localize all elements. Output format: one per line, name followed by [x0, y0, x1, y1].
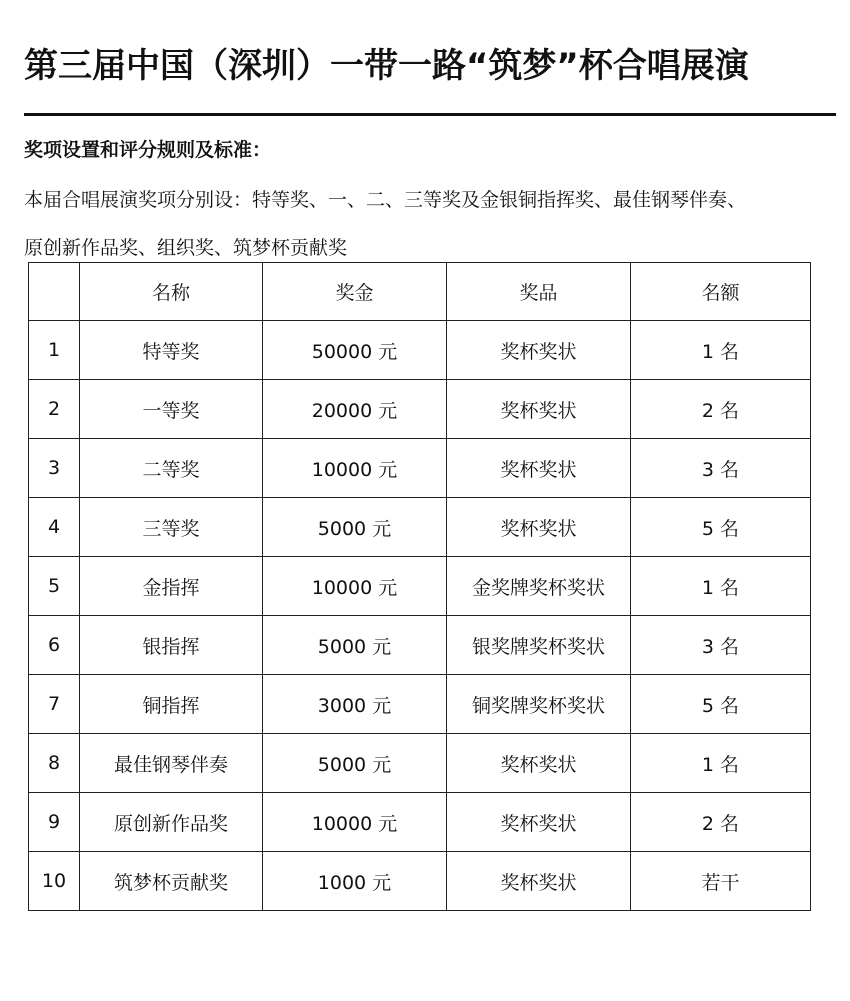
- table-row: [29, 675, 811, 734]
- cell-quota: 5 名: [631, 498, 811, 557]
- table-body: [29, 321, 811, 911]
- cell-item: 奖杯奖状: [447, 439, 631, 498]
- cell-name: 特等奖: [80, 321, 263, 380]
- cell-item: 银奖牌奖杯奖状: [447, 616, 631, 675]
- cell-name: 二等奖: [80, 439, 263, 498]
- header-item: 奖品: [447, 263, 631, 321]
- cell-prize: 10000 元: [263, 439, 447, 498]
- cell-item: 奖杯奖状: [447, 734, 631, 793]
- cell-no: 2: [29, 380, 80, 439]
- cell-name: 三等奖: [80, 498, 263, 557]
- cell-name: 最佳钢琴伴奏: [80, 734, 263, 793]
- cell-name: 筑梦杯贡献奖: [80, 852, 263, 911]
- cell-prize: 20000 元: [263, 380, 447, 439]
- table-row: [29, 380, 811, 439]
- section-heading: 奖项设置和评分规则及标准：: [24, 139, 272, 161]
- cell-name: 银指挥: [80, 616, 263, 675]
- title-divider: [24, 113, 836, 116]
- table-row: [29, 852, 811, 911]
- cell-item: 金奖牌奖杯奖状: [447, 557, 631, 616]
- header-name: 名称: [80, 263, 263, 321]
- document-title: 第三届中国（深圳）一带一路“筑梦”杯合唱展演: [24, 46, 749, 86]
- table-row: [29, 439, 811, 498]
- cell-no: 7: [29, 675, 80, 734]
- cell-prize: 3000 元: [263, 675, 447, 734]
- intro-line: 原创新作品奖、组织奖、筑梦杯贡献奖: [24, 237, 348, 259]
- table-row: [29, 321, 811, 380]
- cell-item: 奖杯奖状: [447, 498, 631, 557]
- intro-line: 本届合唱展演奖项分别设：特等奖、一、二、三等奖及金银铜指挥奖、最佳钢琴伴奏、: [24, 189, 747, 211]
- cell-quota: 1 名: [631, 557, 811, 616]
- intro-paragraph: [24, 176, 842, 272]
- cell-name: 一等奖: [80, 380, 263, 439]
- cell-no: 9: [29, 793, 80, 852]
- cell-name: 原创新作品奖: [80, 793, 263, 852]
- cell-no: 5: [29, 557, 80, 616]
- cell-no: 10: [29, 852, 80, 911]
- cell-prize: 1000 元: [263, 852, 447, 911]
- cell-no: 8: [29, 734, 80, 793]
- cell-quota: 1 名: [631, 321, 811, 380]
- cell-name: 铜指挥: [80, 675, 263, 734]
- cell-no: 1: [29, 321, 80, 380]
- awards-table: [28, 262, 811, 911]
- cell-quota: 2 名: [631, 380, 811, 439]
- table-row: [29, 734, 811, 793]
- table-header-row: [29, 263, 811, 321]
- cell-prize: 50000 元: [263, 321, 447, 380]
- table-row: [29, 498, 811, 557]
- cell-prize: 5000 元: [263, 734, 447, 793]
- cell-quota: 2 名: [631, 793, 811, 852]
- cell-no: 6: [29, 616, 80, 675]
- cell-prize: 10000 元: [263, 557, 447, 616]
- cell-item: 铜奖牌奖杯奖状: [447, 675, 631, 734]
- table-row: [29, 793, 811, 852]
- table-row: [29, 616, 811, 675]
- cell-item: 奖杯奖状: [447, 852, 631, 911]
- cell-quota: 若干: [631, 852, 811, 911]
- cell-quota: 3 名: [631, 439, 811, 498]
- cell-quota: 1 名: [631, 734, 811, 793]
- cell-no: 3: [29, 439, 80, 498]
- cell-no: 4: [29, 498, 80, 557]
- header-quota: 名额: [631, 263, 811, 321]
- cell-prize: 10000 元: [263, 793, 447, 852]
- cell-quota: 3 名: [631, 616, 811, 675]
- cell-prize: 5000 元: [263, 616, 447, 675]
- cell-quota: 5 名: [631, 675, 811, 734]
- cell-item: 奖杯奖状: [447, 321, 631, 380]
- header-no: [29, 263, 80, 321]
- cell-item: 奖杯奖状: [447, 380, 631, 439]
- cell-prize: 5000 元: [263, 498, 447, 557]
- cell-item: 奖杯奖状: [447, 793, 631, 852]
- table-row: [29, 557, 811, 616]
- cell-name: 金指挥: [80, 557, 263, 616]
- header-prize: 奖金: [263, 263, 447, 321]
